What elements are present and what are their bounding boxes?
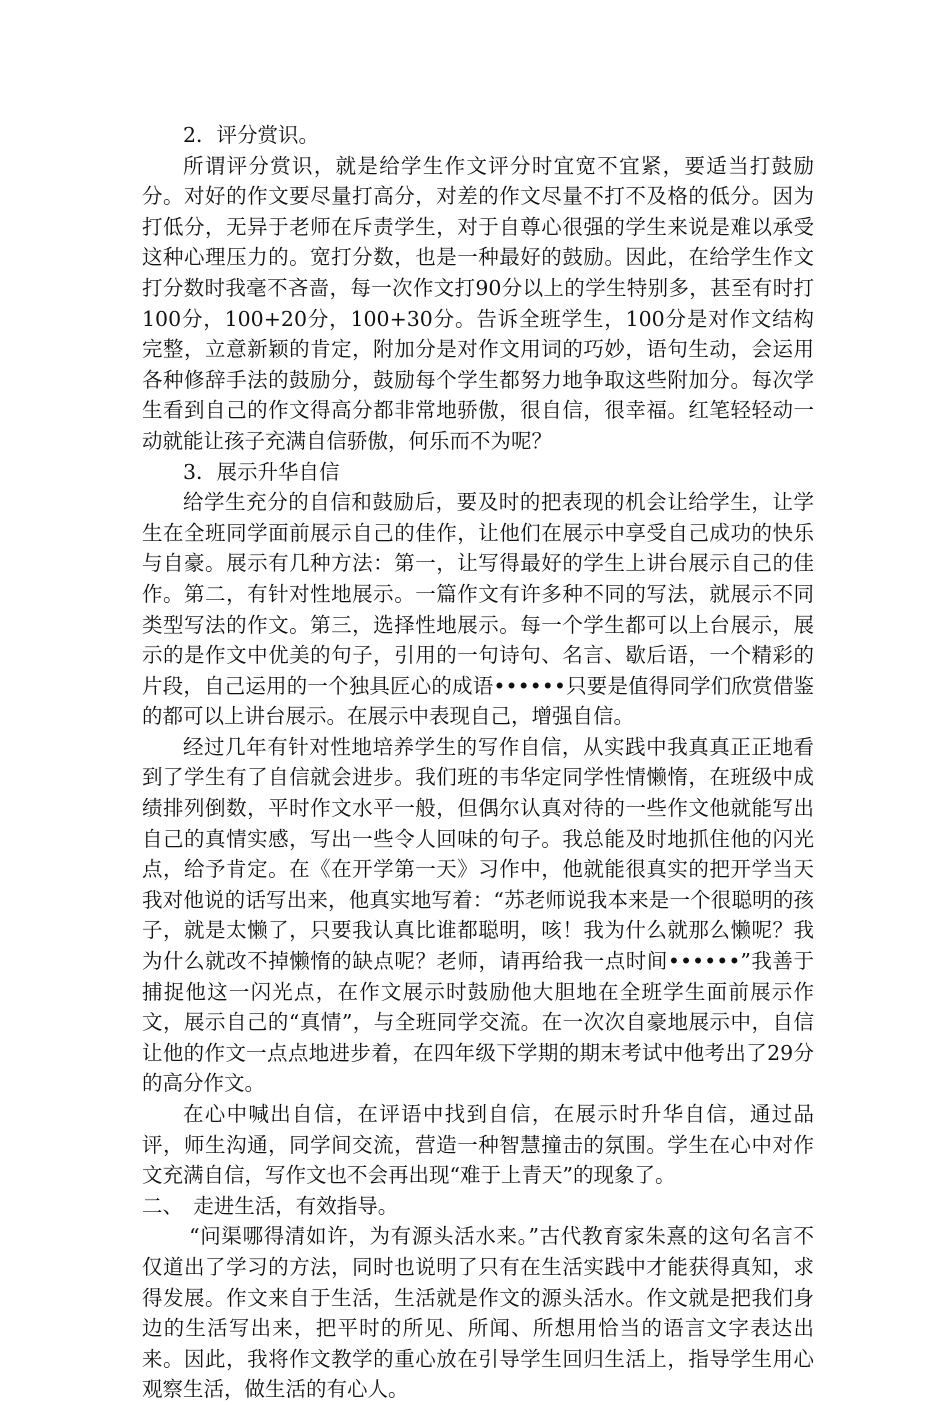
paragraph-life: “问渠哪得清如许，为有源头活水来。”古代教育家朱熹的这句名言不仅道出了学习的方法，同时也说明了只有在生活实践中才能获得真知，求得发展。作文来自于生活，生活就是作文的源头活水。作文就是把我们身边的生活写出来，把平时的所见、所闻、所想用恰当的语言文字表达出来。因此，我将作文教学的重心放在引导学生回归生活上，指导学生用心观察生活，做生活的有心人。 (142, 1224, 814, 1402)
paragraph-summary: 在心中喊出自信，在评语中找到自信，在展示时升华自信，通过品评，师生沟通，同学间交流，营造一种智慧撞击的氛围。学生在心中对作文充满自信，写作文也不会再出现“难于上青天”的现象了。 (142, 1102, 814, 1188)
paragraph-showcase: 给学生充分的自信和鼓励后，要及时的把表现的机会让给学生，让学生在全班同学面前展示自己的佳作，让他们在展示中享受自己成功的快乐与自豪。展示有几种方法：第一，让写得最好的学生上讲台展示自己的佳作。第二，有针对性地展示。一篇作文有许多种不同的写法，就展示不同类型写法的作文。第三，选择性地展示。每一个学生都可以上台展示，展示的是作文中优美的句子，引用的一句诗句、名言、歇后语，一个精彩的片段，自己运用的一个独具匠心的成语••••••只要是值得同学们欣赏借鉴的都可以上讲台展示。在展示中表现自己，增强自信。 (142, 490, 814, 729)
subheading-scoring-appreciation: 2．评分赏识。 (183, 123, 320, 147)
section-heading-life: 二、 走进生活，有效指导。 (142, 1193, 399, 1218)
subheading-showcase-confidence: 3．展示升华自信 (183, 459, 340, 484)
paragraph-student-example: 经过几年有针对性地培养学生的写作自信，从实践中我真真正正地看到了学生有了自信就会进步。我们班的韦华定同学性情懒惰，在班级中成绩排列倒数，平时作文水平一般，但偶尔认真对待的一些作文他就能写出自己的真情实感，写出一些令人回味的句子。我总能及时地抓住他的闪光点，给予肯定。在《在开学第一天》习作中，他就能很真实的把开学当天我对他说的话写出来，他真实地写着：“苏老师说我本来是一个很聪明的孩子，就是太懒了，只要我认真比谁都聪明，咳！我为什么就那么懒呢？我为什么就改不掉懒惰的缺点呢？老师，请再给我一点时间••••••”我善于捕捉他这一闪光点，在作文展示时鼓励他大胆地在全班学生面前展示作文，展示自己的“真情”，与全班同学交流。在一次次自豪地展示中，自信让他的作文一点点地进步着，在四年级下学期的期末考试中他考出了29分的高分作文。 (142, 734, 814, 1096)
document-page (142, 120, 814, 1405)
paragraph-scoring: 所谓评分赏识，就是给学生作文评分时宜宽不宜紧，要适当打鼓励分。对好的作文要尽量打高分，对差的作文尽量不打不及格的低分。因为打低分，无异于老师在斥责学生，对于自尊心很强的学生来说是难以承受这种心理压力的。宽打分数，也是一种最好的鼓励。因此，在给学生作文打分数时我毫不吝啬，每一次作文打90分以上的学生特别多，甚至有时打100分，100+20分，100+30分。告诉全班学生，100分是对作文结构完整，立意新颖的肯定，附加分是对作文用词的巧妙，语句生动，会运用各种修辞手法的鼓励分，鼓励每个学生都努力地争取这些附加分。每次学生看到自己的作文得高分都非常地骄傲，很自信，很幸福。红笔轻轻动一动就能让孩子充满自信骄傲，何乐而不为呢？ (142, 153, 814, 453)
